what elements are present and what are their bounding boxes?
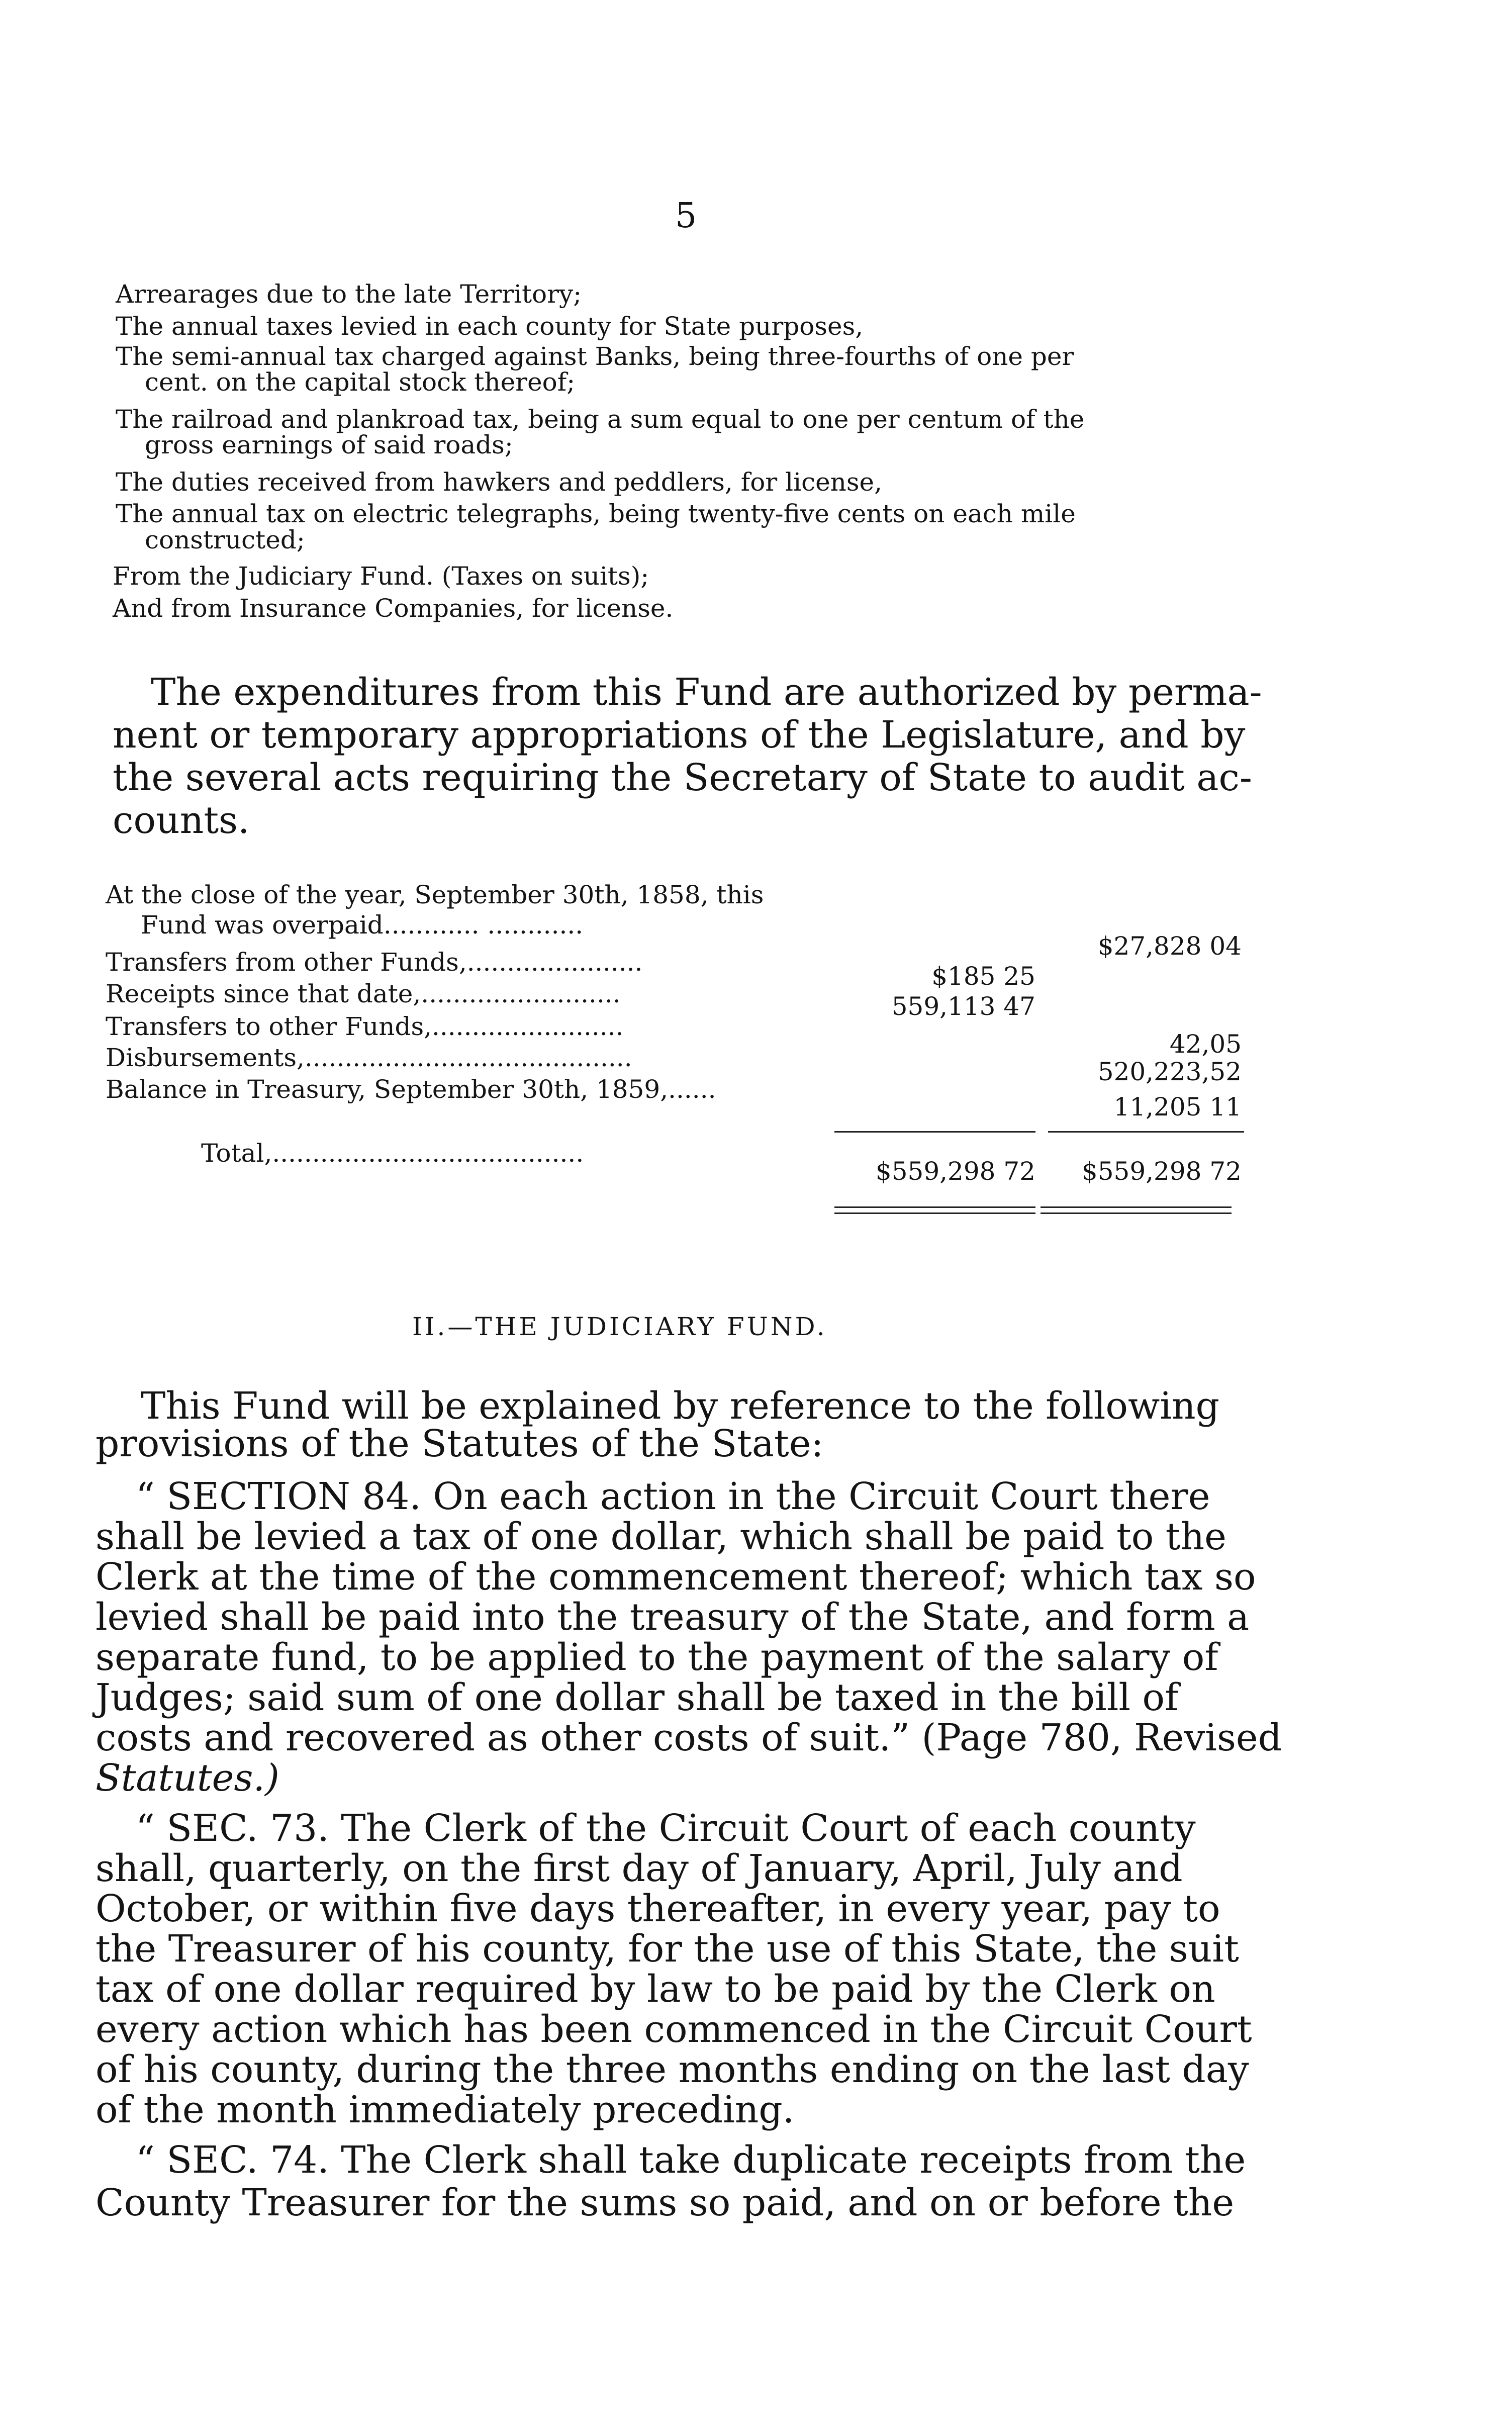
paragraph-line: of his county, during the three months ending on the last day — [96, 2048, 1249, 2091]
paragraph-line: This Fund will be explained by reference to the following — [141, 1384, 1219, 1428]
account-row-amount: $27,828 04 — [1097, 931, 1242, 961]
paragraph-line: October, or within five days thereafter, in every year, pay to — [96, 1887, 1220, 1930]
list-item: constructed; — [145, 525, 305, 554]
paragraph-line: provisions of the Statutes of the State: — [96, 1422, 824, 1465]
page-number: 5 — [675, 196, 697, 236]
account-row-amount: 11,205 11 — [1113, 1092, 1242, 1122]
account-row-label: At the close of the year, September 30th, 1858, this — [106, 880, 764, 909]
paragraph-line: Statutes.) — [96, 1756, 279, 1800]
account-row-amount: 559,113 47 — [891, 992, 1035, 1021]
paragraph-line: levied shall be paid into the treasury of the State, and form a — [96, 1596, 1250, 1639]
paragraph-line: every action which has been commenced in the Circuit Court — [96, 2008, 1252, 2051]
double-rule — [1041, 1206, 1232, 1208]
list-item: The semi-annual tax charged against Banks, being three-fourths of one per — [116, 342, 1074, 371]
account-row-label: Transfers from other Funds,...................... — [106, 948, 643, 977]
total-label: Total,....................................... — [201, 1139, 584, 1168]
paragraph-line: Judges; said sum of one dollar shall be taxed in the bill of — [96, 1676, 1179, 1719]
paragraph-line: shall be levied a tax of one dollar, which shall be paid to the — [96, 1515, 1226, 1558]
account-row-amount: 520,223,52 — [1097, 1057, 1242, 1086]
section-heading: II.—THE JUDICIARY FUND. — [412, 1312, 827, 1341]
account-row-amount: 42,05 — [1169, 1030, 1242, 1059]
account-row-label: Fund was overpaid............ ............ — [141, 910, 584, 940]
account-row-label: Transfers to other Funds,........................ — [106, 1012, 624, 1041]
paragraph-line: County Treasurer for the sums so paid, and on or before the — [96, 2181, 1235, 2224]
list-item: And from Insurance Companies, for license. — [113, 594, 674, 623]
paragraph-line: separate fund, to be applied to the payment of the salary of — [96, 1636, 1218, 1679]
account-row-label: Receipts since that date,......................... — [106, 979, 621, 1008]
paragraph-line: shall, quarterly, on the first day of January, April, July and — [96, 1847, 1183, 1890]
list-item: The duties received from hawkers and peddlers, for license, — [116, 468, 883, 497]
paragraph-line: Clerk at the time of the commencement thereof; which tax so — [96, 1555, 1256, 1599]
double-rule — [834, 1206, 1035, 1208]
list-item: The railroad and plankroad tax, being a sum equal to one per centum of the — [116, 405, 1085, 434]
double-rule — [1041, 1212, 1232, 1214]
paragraph-line: nent or temporary appropriations of the Legislature, and by — [113, 713, 1246, 757]
paragraph-line: the Treasurer of his county, for the use of this State, the suit — [96, 1927, 1239, 1971]
account-row-label: Disbursements,......................................... — [106, 1043, 632, 1072]
paragraph-line: “ SEC. 73. The Clerk of the Circuit Court of each county — [136, 1807, 1196, 1850]
paragraph-line: counts. — [113, 799, 250, 842]
total-amount: $559,298 72 — [1081, 1157, 1242, 1186]
paragraph-line: The expenditures from this Fund are authorized by perma- — [151, 671, 1262, 714]
list-item: The annual taxes levied in each county for State purposes, — [116, 312, 864, 341]
total-rule — [1048, 1131, 1244, 1133]
paragraph-line: tax of one dollar required by law to be paid by the Clerk on — [96, 1968, 1215, 2011]
paragraph-line: the several acts requiring the Secretary of State to audit ac- — [113, 756, 1252, 799]
paragraph-line: of the month immediately preceding. — [96, 2088, 795, 2131]
paragraph-line: “ SECTION 84. On each action in the Circuit Court there — [136, 1475, 1210, 1518]
double-rule — [834, 1212, 1035, 1214]
list-item: cent. on the capital stock thereof; — [145, 367, 576, 397]
list-item: From the Judiciary Fund. (Taxes on suits); — [113, 562, 649, 591]
total-rule — [834, 1131, 1035, 1133]
paragraph-line: costs and recovered as other costs of suit.” (Page 780, Revised — [96, 1716, 1282, 1759]
list-item: Arrearages due to the late Territory; — [116, 279, 582, 309]
list-item: gross earnings of said roads; — [145, 430, 513, 459]
account-row-label: Balance in Treasury, September 30th, 1859,...... — [106, 1075, 716, 1104]
total-amount: $559,298 72 — [875, 1157, 1035, 1186]
account-row-amount: $185 25 — [931, 962, 1035, 991]
list-item: The annual tax on electric telegraphs, being twenty-five cents on each mile — [116, 499, 1076, 528]
paragraph-line: “ SEC. 74. The Clerk shall take duplicate receipts from the — [136, 2138, 1246, 2182]
